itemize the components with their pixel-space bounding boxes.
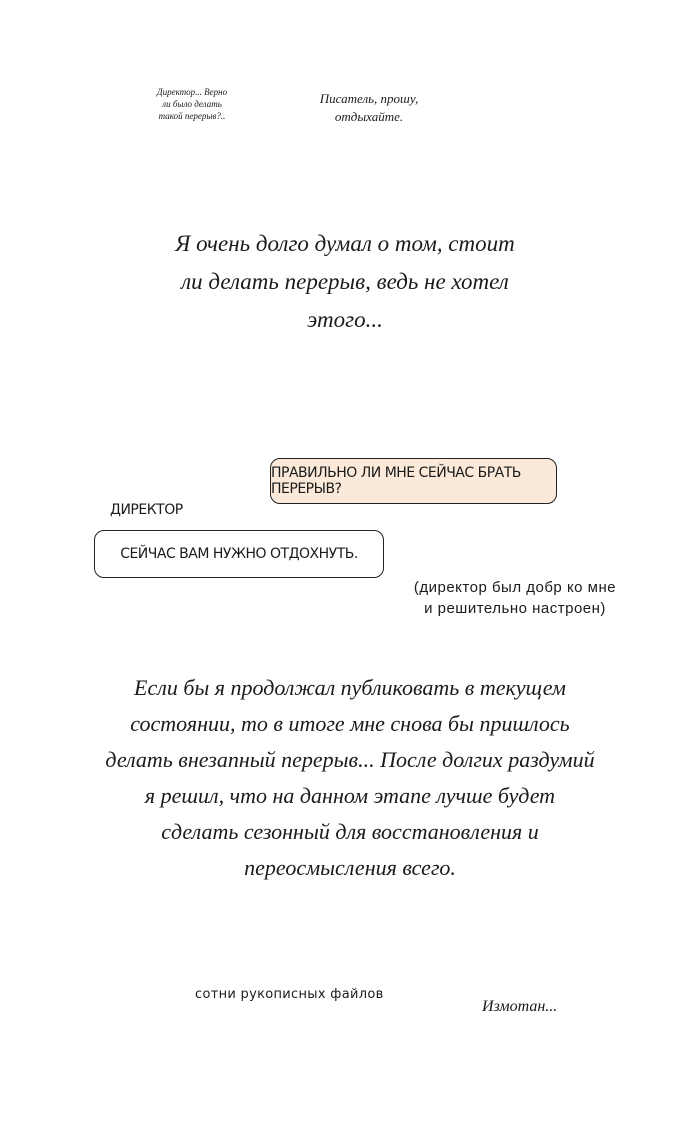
thought-bubble-text: Директор... Верно ли было делать такой перерыв?.. <box>156 87 228 121</box>
director-side-note: (директор был добр ко мне и решительно настроен) <box>413 579 617 617</box>
director-label: ДИРЕКТОР <box>110 502 183 518</box>
director-message-bubble <box>94 530 384 578</box>
director-message-text: СЕЙЧАС ВАМ НУЖНО ОТДОХНУТЬ. <box>120 546 358 562</box>
exhausted-label: Измотан... <box>482 998 558 1015</box>
narration-paragraph-1: Я очень долго думал о том, стоит ли делать перерыв, ведь не хотел этого... <box>175 231 515 332</box>
speech-bubble-text: Писатель, прошу, отдыхайте. <box>319 91 419 124</box>
user-message-bubble <box>270 458 557 504</box>
narration-paragraph-2: Если бы я продолжал публиковать в текущем состоянии, то в итоге мне снова бы пришлось делать внезапный перерыв... После долгих раздумий я решил, что на данном этапе лучше будет сделать сезонный для восстановления и переосмысления всего. <box>105 675 595 880</box>
files-label: сотни рукописных файлов <box>195 987 384 1002</box>
user-message-text: ПРАВИЛЬНО ЛИ МНЕ СЕЙЧАС БРАТЬ ПЕРЕРЫВ? <box>271 465 521 497</box>
